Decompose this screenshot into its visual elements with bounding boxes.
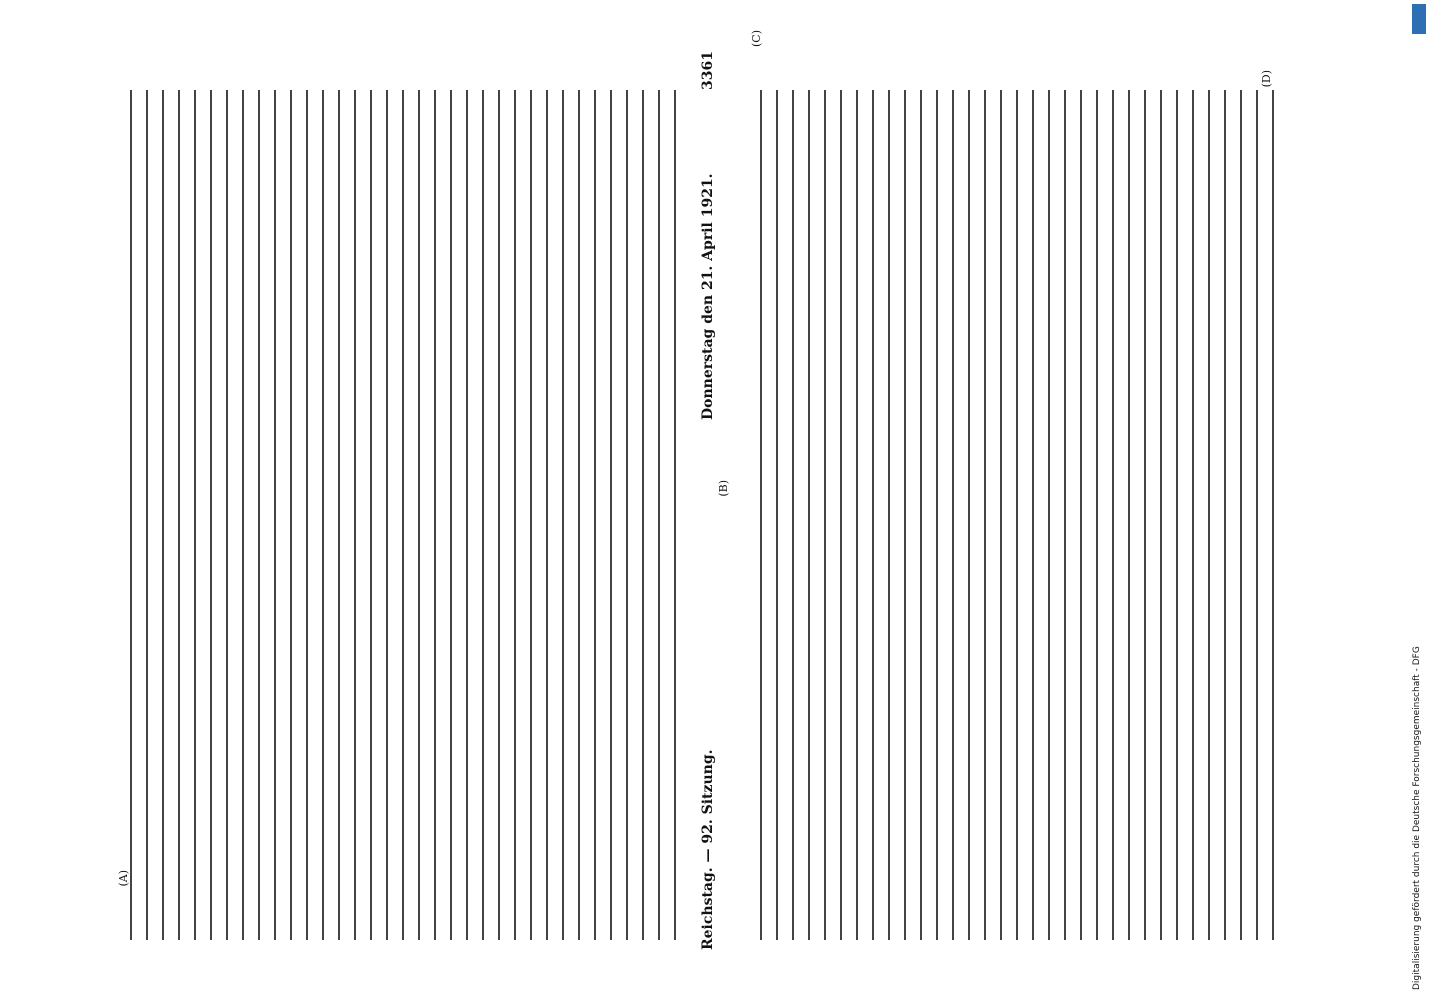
margin-marker-c: (C): [750, 30, 763, 47]
margin-marker-d: (D): [1260, 70, 1273, 88]
text-column-right: [760, 90, 1280, 940]
document-scan: [60, 30, 1360, 980]
digitization-note: Digitalisierung gefördert durch die Deutsche Forschungsgemeinschaft - DFG: [1412, 646, 1422, 990]
margin-marker-b: (B): [717, 480, 730, 497]
page-header-left: Reichstag. — 92. Sitzung.: [700, 749, 716, 950]
page-header-right: Donnerstag den 21. April 1921.: [700, 173, 716, 420]
text-column-left: [130, 90, 690, 940]
page-number: 3361: [700, 51, 716, 90]
margin-marker-a: (A): [117, 870, 130, 887]
